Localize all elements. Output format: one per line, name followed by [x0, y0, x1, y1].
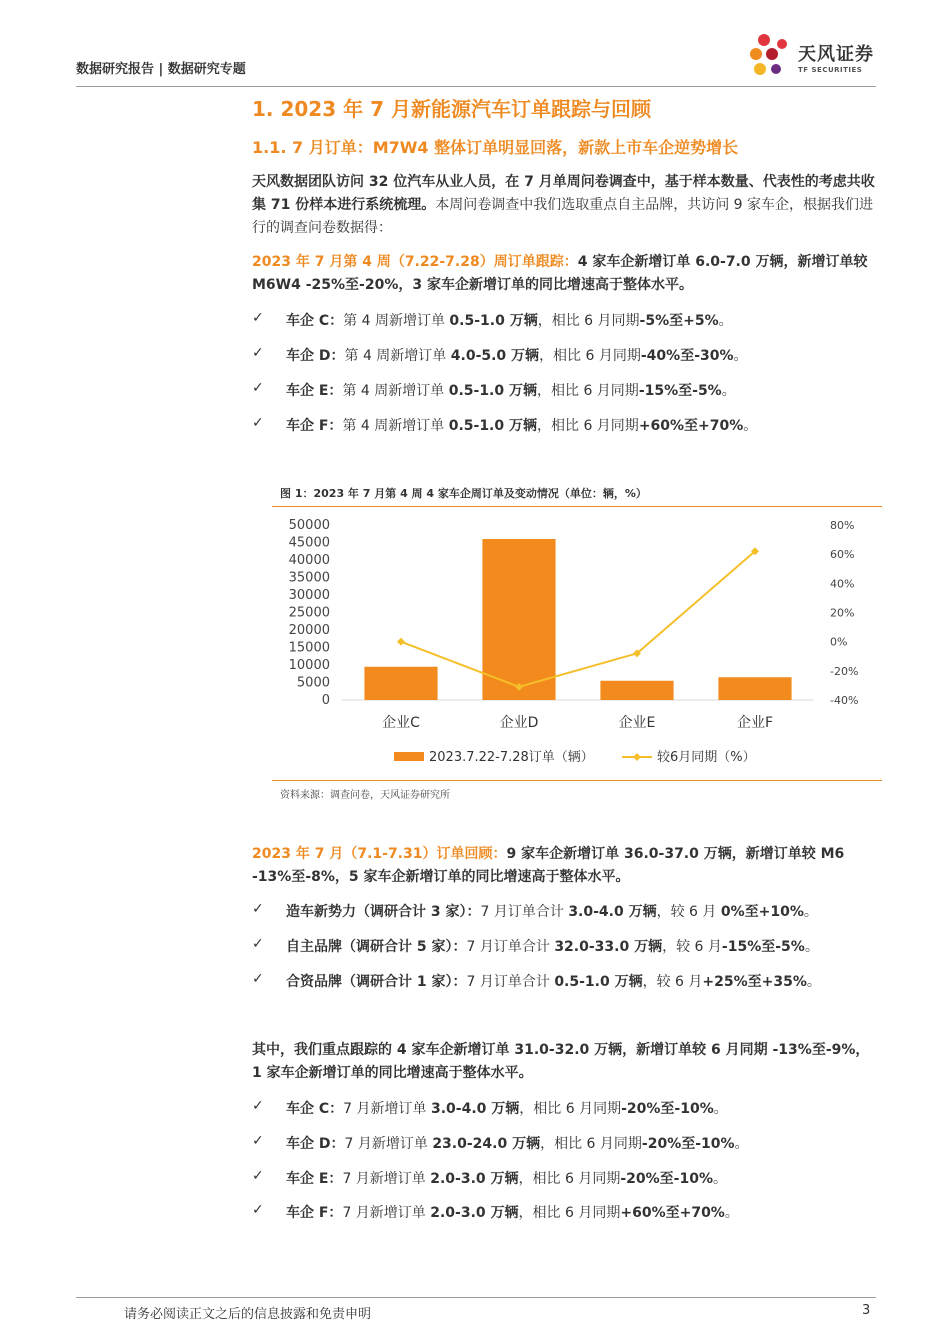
list-item: 车企 D：第 4 周新增订单 4.0-5.0 万辆，相比 6 月同期-40%至-30%。 — [286, 348, 748, 364]
legend-label-line: 较6月同期（%） — [657, 750, 756, 765]
y-left-tick-label: 25000 — [288, 605, 330, 621]
check-icon: ✓ — [252, 936, 264, 952]
list-item: 车企 C：第 4 周新增订单 0.5-1.0 万辆，相比 6 月同期-5%至+5%。 — [286, 313, 733, 329]
y-right-tick-label: 0% — [830, 635, 848, 649]
intro-normal: 本周问卷调查中我们选取重点自主品牌，共访问 9 家车企，根据我们进行的调查问卷数据得： — [252, 197, 874, 236]
july-text: 9 家车企新增订单 36.0-37.0 万辆，新增订单较 M6 -13%至-8%，5 家车企新增订单的同比增速高于整体水平。 — [252, 846, 845, 885]
footer-divider — [76, 1297, 876, 1298]
check-icon: ✓ — [252, 380, 264, 396]
logo-text-cn: 天风证券 — [798, 44, 874, 65]
list-item: 车企 F：第 4 周新增订单 0.5-1.0 万辆，相比 6 月同期+60%至+70%。 — [286, 418, 758, 434]
focus-text: 其中，我们重点跟踪的 4 家车企新增订单 31.0-32.0 万辆，新增订单较 6 月同期 -13%至-9%，1 家车企新增订单的同比增速高于整体水平。 — [252, 1042, 870, 1081]
y-left-tick-label: 45000 — [288, 535, 330, 551]
y-right-tick-label: 60% — [830, 548, 855, 562]
week4-lead: 2023 年 7 月第 4 周（7.22-7.28）周订单跟踪： — [252, 254, 578, 270]
figure-source: 资料来源：调查问卷，天风证券研究所 — [280, 790, 450, 801]
y-right-tick-label: 20% — [830, 606, 855, 620]
check-icon: ✓ — [252, 1098, 264, 1114]
y-left-tick-label: 10000 — [288, 658, 330, 673]
list-item: 车企 C：7 月新增订单 3.0-4.0 万辆，相比 6 月同期-20%至-10%。 — [286, 1101, 728, 1117]
check-icon: ✓ — [252, 310, 264, 326]
list-item: 自主品牌（调研合计 5 家）：7 月订单合计 32.0-33.0 万辆，较 6 月-15%至-5%。 — [286, 939, 819, 955]
y-left-tick-label: 20000 — [288, 623, 330, 638]
bar-企业E — [600, 681, 673, 700]
bar-企业D — [482, 539, 555, 700]
series-line-yoy — [401, 551, 755, 687]
check-icon: ✓ — [252, 1202, 264, 1218]
x-tick-label: 企业D — [499, 715, 539, 731]
order-chart — [272, 510, 882, 780]
figure-title: 图 1：2023 年 7 月第 4 周 4 家车企周订单及变动情况（单位：辆，%） — [280, 487, 647, 500]
x-tick-label: 企业C — [382, 715, 420, 731]
week4-summary — [252, 251, 876, 297]
list-item: 造车新势力（调研合计 3 家）：7 月订单合计 3.0-4.0 万辆，较 6 月 0%至+10%。 — [286, 904, 818, 920]
page-number: 3 — [862, 1303, 871, 1318]
y-left-tick-label: 5000 — [296, 675, 330, 691]
bar-企业F — [718, 677, 791, 700]
intro-paragraph — [252, 171, 876, 240]
logo-text-en: TF SECURITIES — [798, 66, 863, 74]
y-left-tick-label: 35000 — [288, 570, 330, 586]
subsection-heading: 1.1. 7 月订单：M7W4 整体订单明显回落，新款上市车企逆势增长 — [252, 138, 739, 157]
week4-text: 4 家车企新增订单 6.0-7.0 万辆，新增订单较 M6W4 -25%至-20%，3 家车企新增订单的同比增速高于整体水平。 — [252, 254, 868, 293]
check-icon: ✓ — [252, 1168, 264, 1184]
report-breadcrumb: 数据研究报告 | 数据研究专题 — [76, 62, 246, 77]
legend-label-bar: 2023.7.22-7.28订单（辆） — [429, 750, 594, 765]
list-item: 合资品牌（调研合计 1 家）：7 月订单合计 0.5-1.0 万辆，较 6 月+25%至+35%。 — [286, 974, 821, 990]
legend-swatch-marker — [633, 753, 641, 761]
check-icon: ✓ — [252, 971, 264, 987]
july-lead: 2023 年 7 月（7.1-7.31）订单回顾： — [252, 846, 507, 862]
focus-summary — [252, 1039, 876, 1085]
figure-bottom-rule — [272, 780, 882, 781]
x-tick-label: 企业E — [618, 715, 656, 731]
list-item: 车企 D：7 月新增订单 23.0-24.0 万辆，相比 6 月同期-20%至-10%。 — [286, 1136, 749, 1152]
intro-bold: 天风数据团队访问 32 位汽车从业人员，在 7 月单周问卷调查中，基于样本数量、代表性的考虑共收集 71 份样本进行系统梳理。 — [252, 174, 875, 213]
y-right-tick-label: 40% — [830, 577, 855, 591]
footer-disclaimer: 请务必阅读正文之后的信息披露和免责申明 — [124, 1307, 372, 1322]
list-item: 车企 E：第 4 周新增订单 0.5-1.0 万辆，相比 6 月同期-15%至-5%。 — [286, 383, 736, 399]
y-left-tick-label: 15000 — [288, 640, 330, 656]
y-left-tick-label: 50000 — [288, 518, 330, 533]
y-left-tick-label: 0 — [321, 693, 330, 708]
y-right-tick-label: -20% — [830, 664, 859, 678]
legend-swatch-bar — [394, 752, 424, 761]
list-item: 车企 E：7 月新增订单 2.0-3.0 万辆，相比 6 月同期-20%至-10%。 — [286, 1171, 727, 1187]
check-icon: ✓ — [252, 1133, 264, 1149]
list-item: 车企 F：7 月新增订单 2.0-3.0 万辆，相比 6 月同期+60%至+70%。 — [286, 1205, 739, 1221]
section-heading: 1. 2023 年 7 月新能源汽车订单跟踪与回顾 — [252, 97, 651, 121]
july-summary — [252, 843, 876, 889]
check-icon: ✓ — [252, 901, 264, 917]
figure-top-rule — [272, 506, 882, 507]
header-divider — [76, 86, 876, 87]
line-point-企业C — [397, 638, 405, 646]
bar-企业C — [364, 667, 437, 700]
y-left-tick-label: 40000 — [288, 553, 330, 568]
check-icon: ✓ — [252, 345, 264, 361]
check-icon: ✓ — [252, 415, 264, 431]
y-right-tick-label: 80% — [830, 519, 855, 532]
x-tick-label: 企业F — [736, 715, 774, 731]
y-left-tick-label: 30000 — [288, 588, 330, 603]
y-right-tick-label: -40% — [830, 694, 859, 707]
